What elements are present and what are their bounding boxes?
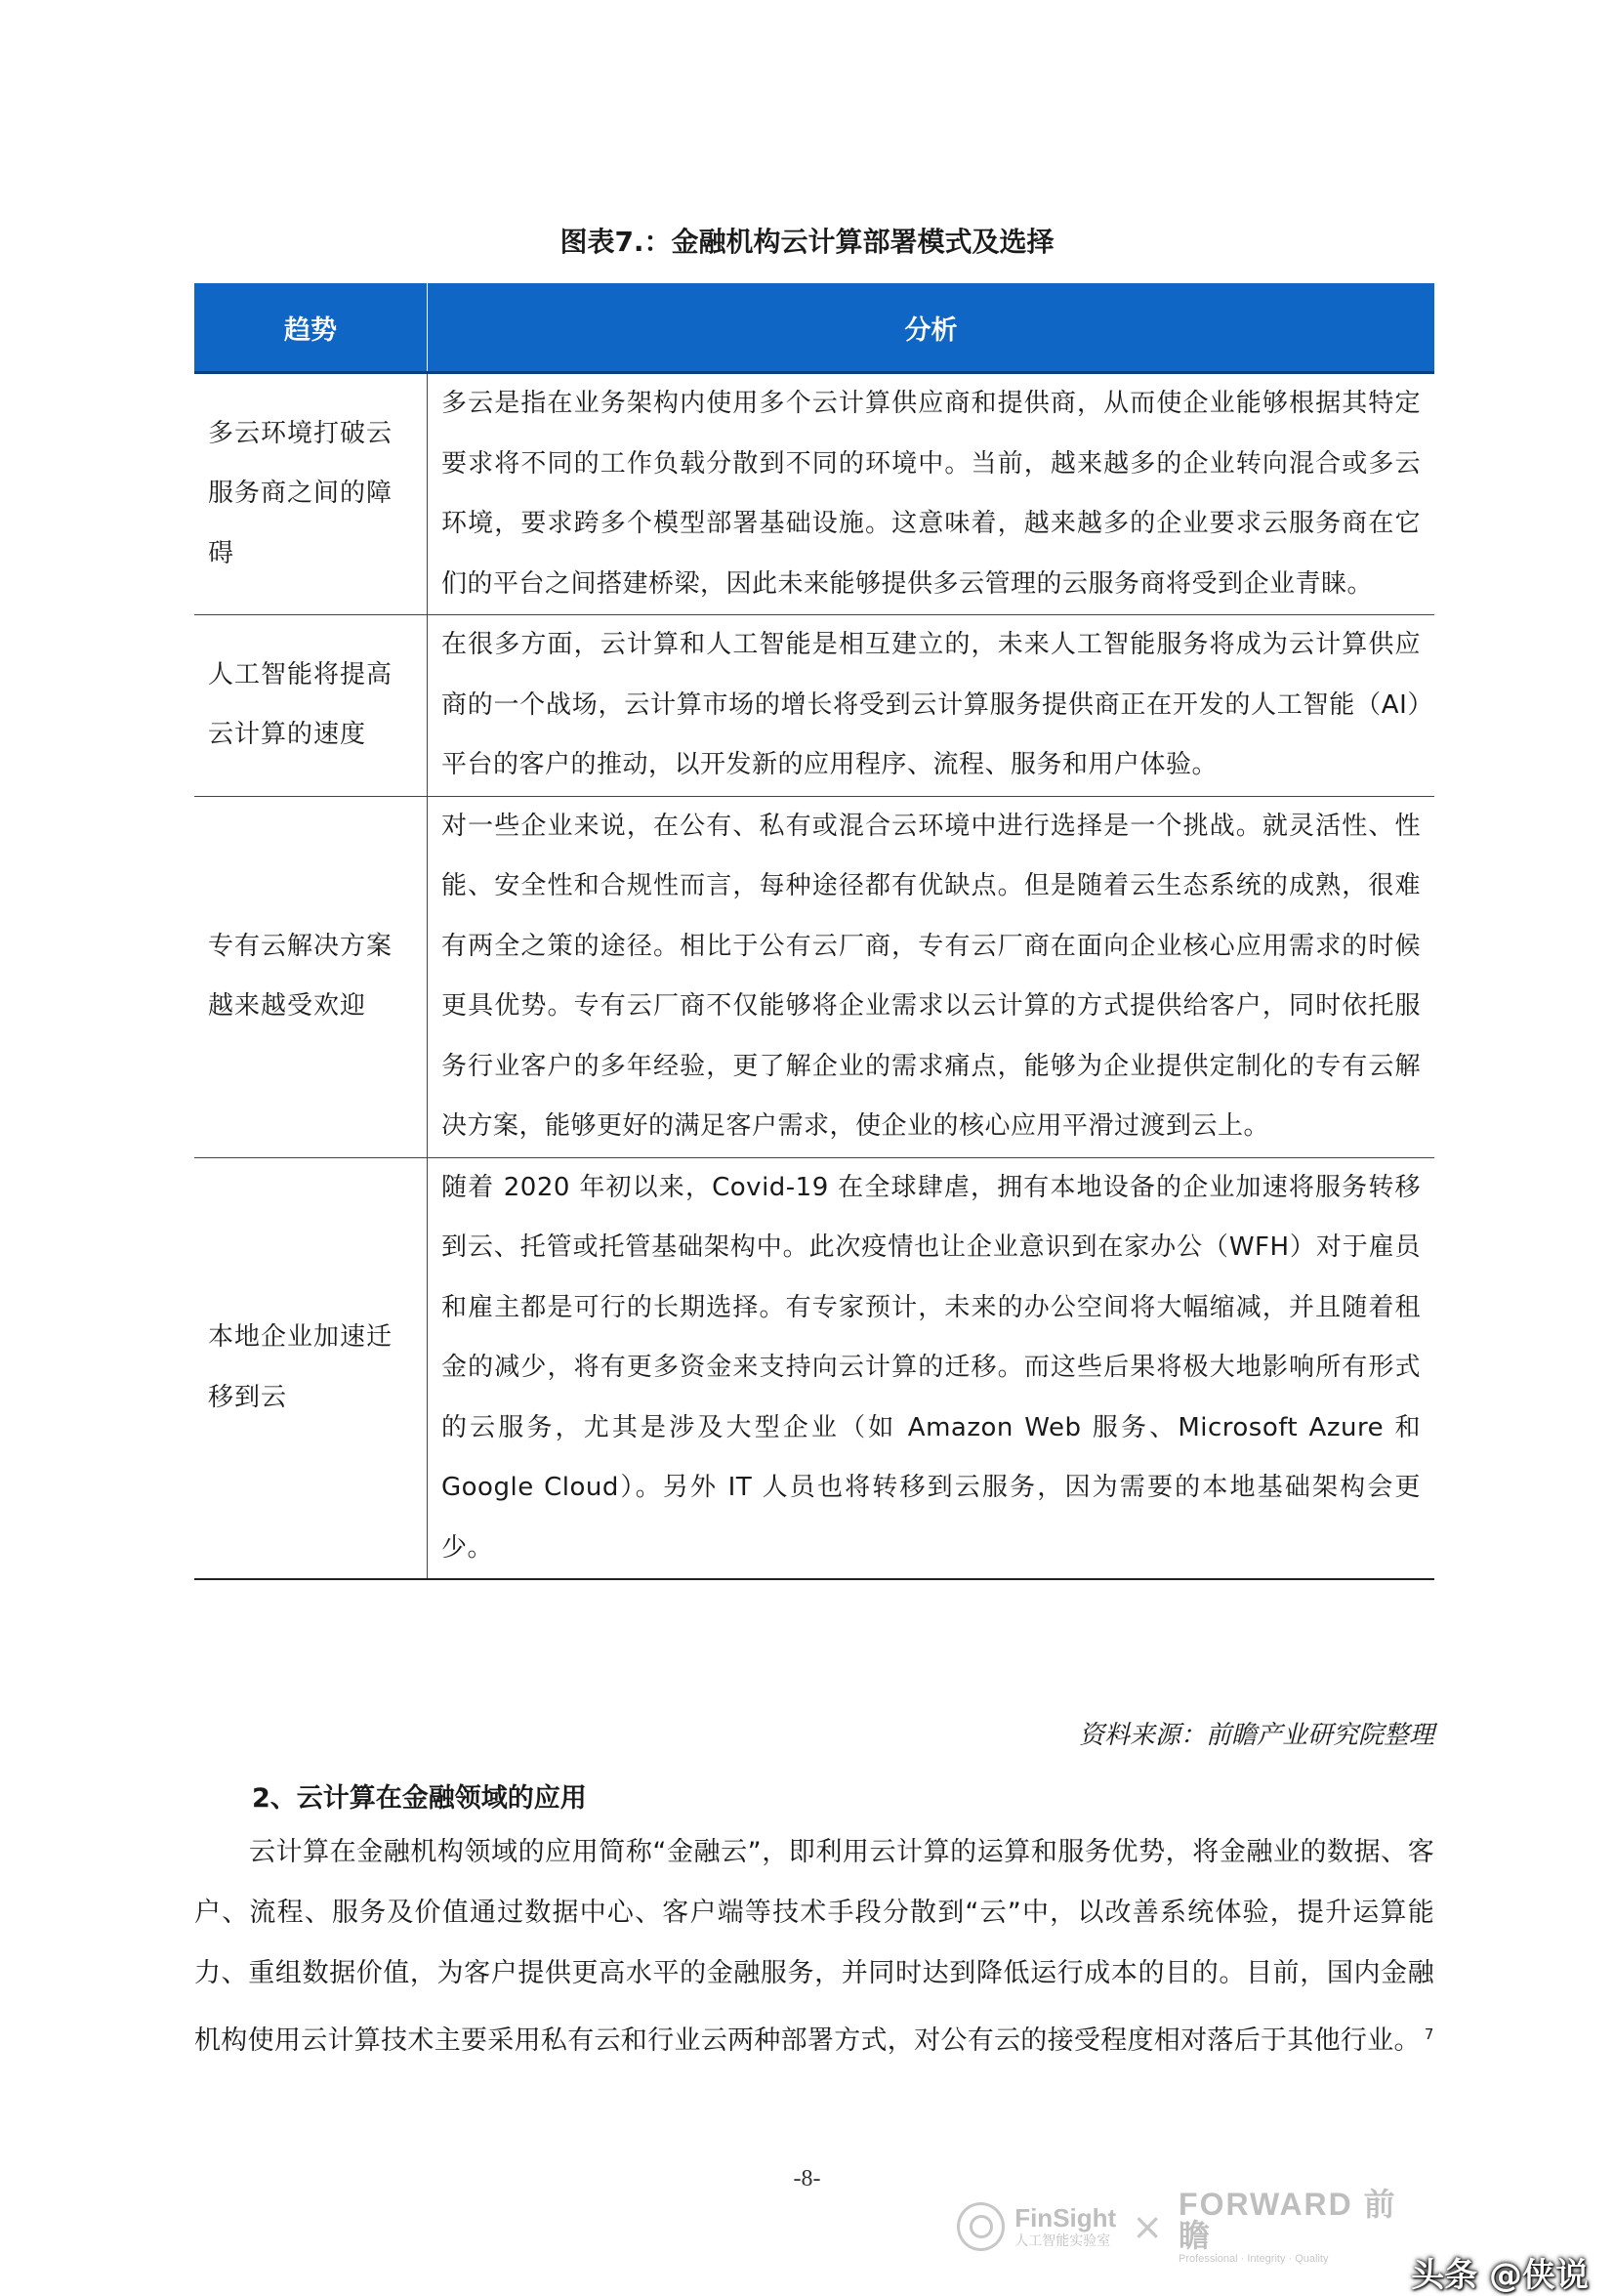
table-header-row bbox=[194, 283, 1434, 373]
table-row bbox=[194, 796, 1434, 1157]
page-number: -8- bbox=[793, 2166, 821, 2192]
analysis-cell: 多云是指在业务架构内使用多个云计算供应商和提供商，从而使企业能够根据其特定要求将不同的工作负载分散到不同的环境中。当前，越来越多的企业转向混合或多云环境，要求跨多个模型部署基础设施。这意味着，越来越多的企业要求云服务商在它们的平台之间搭建桥梁，因此未来能够提供多云管理的云服务商将受到企业青睐。 bbox=[428, 373, 1435, 615]
watermark: 头条 @侠说 bbox=[1411, 2256, 1589, 2295]
analysis-cell: 在很多方面，云计算和人工智能是相互建立的，未来人工智能服务将成为云计算供应商的一个战场，云计算市场的增长将受到云计算服务提供商正在开发的人工智能（AI）平台的客户的推动，以开发新的应用程序、流程、服务和用户体验。 bbox=[428, 615, 1435, 797]
header-trend: 趋势 bbox=[194, 283, 428, 373]
figure-title: 图表7.：金融机构云计算部署模式及选择 bbox=[559, 226, 1055, 258]
table-row bbox=[194, 615, 1434, 797]
analysis-cell: 对一些企业来说，在公有、私有或混合云环境中进行选择是一个挑战。就灵活性、性能、安全性和合规性而言，每种途径都有优缺点。但是随着云生态系统的成熟，很难有两全之策的途径。相比于公有云厂商，专有云厂商在面向企业核心应用需求的时候更具优势。专有云厂商不仅能够将企业需求以云计算的方式提供给客户，同时依托服务行业客户的多年经验，更了解企业的需求痛点，能够为企业提供定制化的专有云解决方案，能够更好的满足客户需求，使企业的核心应用平滑过渡到云上。 bbox=[428, 796, 1435, 1157]
header-analysis: 分析 bbox=[428, 283, 1435, 373]
finsight-logo-text bbox=[1014, 2205, 1116, 2248]
trend-cell: 多云环境打破云服务商之间的障碍 bbox=[194, 373, 428, 615]
trend-cell: 本地企业加速迁移到云 bbox=[194, 1157, 428, 1579]
trend-cell: 专有云解决方案越来越受欢迎 bbox=[194, 796, 428, 1157]
trend-cell: 人工智能将提高云计算的速度 bbox=[194, 615, 428, 797]
footer-logos bbox=[957, 2187, 1426, 2265]
source-note: 资料来源：前瞻产业研究院整理 bbox=[1078, 1721, 1434, 1750]
table-row bbox=[194, 1157, 1434, 1579]
forward-logo bbox=[1179, 2189, 1426, 2265]
finsight-logo-icon bbox=[957, 2202, 1005, 2251]
section-heading: 2、云计算在金融领域的应用 bbox=[252, 1783, 587, 1814]
analysis-cell: 随着 2020 年初以来，Covid-19 在全球肆虐，拥有本地设备的企业加速将服务转移到云、托管或托管基础架构中。此次疫情也让企业意识到在家办公（WFH）对于雇员和雇主都是可行的长期选择。有专家预计，未来的办公空间将大幅缩减，并且随着租金的减少，将有更多资金来支持向云计算的迁移。而这些后果将极大地影响所有形式的云服务，尤其是涉及大型企业（如 Amazon Web 服务、Microsoft Azure 和 Google Cloud）。另外 IT 人员也将转移到云服务，因为需要的本地基础架构会更少。 bbox=[428, 1157, 1435, 1579]
paragraph-text: 云计算在金融机构领域的应用简称“金融云”，即利用云计算的运算和服务优势，将金融业的数据、客户、流程、服务及价值通过数据中心、客户端等技术手段分散到“云”中，以改善系统体验，提升运算能力、重组数据价值，为客户提供更高水平的金融服务，并同时达到降低运行成本的目的。目前，国内金融机构使用云计算技术主要采用私有云和行业云两种部署方式，对公有云的接受程度相对落后于其他行业。 bbox=[194, 1837, 1434, 2056]
trend-table bbox=[194, 283, 1434, 1580]
finsight-subtitle: 人工智能实验室 bbox=[1014, 2233, 1111, 2249]
body-paragraph bbox=[194, 1822, 1434, 2071]
forward-name: FORWARD 前瞻 bbox=[1179, 2187, 1397, 2253]
finsight-name: FinSight bbox=[1014, 2203, 1117, 2233]
table-row bbox=[194, 373, 1434, 615]
footnote-reference[interactable]: 7 bbox=[1424, 2025, 1434, 2043]
forward-subtitle: Professional · Integrity · Quality bbox=[1179, 2253, 1329, 2265]
logo-separator-icon: × bbox=[1132, 2205, 1164, 2248]
